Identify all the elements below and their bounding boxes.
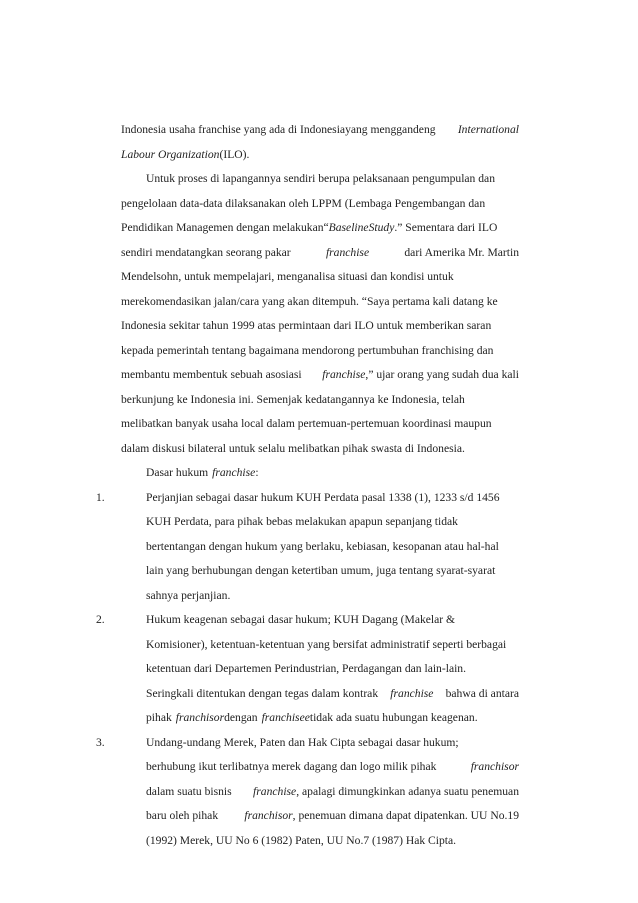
- text: bertentangan dengan hukum yang berlaku, kebiasan, kesopanan atau hal-hal: [146, 539, 499, 553]
- text: Undang-undang Merek, Paten dan Hak Cipta sebagai dasar hukum;: [146, 735, 459, 749]
- list-line: [146, 755, 519, 780]
- para1-line-12: [121, 437, 519, 462]
- text: dalam diskusi bilateral untuk selalu melibatkan pihak swasta di Indonesia.: [121, 441, 465, 455]
- text: merekomendasikan jalan/cara yang akan ditempuh. “Saya pertama kali datang ke: [121, 294, 498, 308]
- text: baru oleh pihak: [146, 809, 219, 822]
- text: :: [255, 466, 259, 479]
- intro-line-1: [121, 118, 519, 143]
- text: pengelolaan data-data dilaksanakan oleh LPPM (Lembaga Pengembangan dan: [121, 196, 486, 210]
- text: (ILO).: [219, 147, 250, 161]
- text: sendiri mendatangkan seorang pakar: [121, 245, 291, 259]
- text: dalam suatu bisnis: [146, 784, 232, 798]
- para1-line-5: [121, 265, 519, 290]
- italic-text: franchisee: [261, 711, 310, 724]
- text: sahnya perjanjian.: [146, 588, 231, 602]
- list-line: [146, 731, 519, 756]
- list-line: [146, 633, 519, 658]
- dasar-hukum-heading: [121, 461, 519, 486]
- text: Komisioner), ketentuan-ketentuan yang bersifat administratif seperti berbagai: [146, 637, 507, 651]
- list-item: [96, 486, 519, 609]
- text: Pendidikan Managemen dengan melakukan“: [121, 221, 329, 234]
- list-line: [146, 559, 519, 584]
- italic-text: franchisor: [244, 809, 293, 822]
- para1-line-1: [121, 167, 519, 192]
- list-line: [146, 682, 519, 707]
- para1-line-8: [121, 339, 519, 364]
- list-item: [96, 731, 519, 854]
- italic-text: franchisor: [175, 711, 225, 724]
- para1-line-11: [121, 412, 519, 437]
- page-content: [96, 118, 519, 853]
- text: Perjanjian sebagai dasar hukum KUH Perdata pasal 1338 (1), 1233 s/d 1456: [146, 490, 500, 504]
- text: lain yang berhubungan dengan ketertiban umum, juga tentang syarat-syarat: [146, 564, 496, 577]
- para1-line-10: [121, 388, 519, 413]
- list-line: [146, 486, 519, 511]
- text: pihak: [146, 711, 172, 724]
- list-number: 1.: [96, 490, 105, 504]
- text: dengan: [224, 711, 258, 724]
- text: Dasar hukum: [146, 466, 209, 479]
- italic-text: International: [457, 123, 519, 136]
- italic-text: franchisor: [470, 760, 519, 773]
- text: Seringkali ditentukan dengan tegas dalam kontrak: [146, 686, 379, 700]
- list-line: [146, 706, 519, 731]
- intro-line-2: [121, 143, 519, 168]
- list-line: [146, 535, 519, 560]
- text: (1992) Merek, UU No 6 (1982) Paten, UU No.7 (1987) Hak Cipta.: [146, 833, 457, 847]
- text: ketentuan dari Departemen Perindustrian, Perdagangan dan lain-lain.: [146, 662, 466, 675]
- para1-line-7: [121, 314, 519, 339]
- list-line: [146, 657, 519, 682]
- text: , penemuan dimana dapat dipatenkan. UU No.19: [292, 809, 519, 822]
- italic-text: franchise: [325, 245, 370, 259]
- list-item: [96, 608, 519, 731]
- italic-text: franchise: [390, 686, 434, 700]
- text: Indonesia usaha franchise yang ada di Indonesiayang menggandeng: [121, 123, 436, 136]
- text: Indonesia sekitar tahun 1999 atas permintaan dari ILO untuk memberikan saran: [121, 319, 492, 332]
- text: berkunjung ke Indonesia ini. Semenjak kedatangannya ke Indonesia, telah: [121, 392, 465, 406]
- list-line: [146, 510, 519, 535]
- list-line: [146, 584, 519, 609]
- text: tidak ada suatu hubungan keagenan.: [309, 711, 478, 724]
- text: ,” ujar orang yang sudah dua kali: [365, 368, 519, 381]
- list-line: [146, 780, 519, 805]
- para1-line-2: [121, 192, 519, 217]
- para1-line-3: [121, 216, 519, 241]
- text: kepada pemerintah tentang bagaimana mendorong pertumbuhan franchising dan: [121, 343, 494, 357]
- text: melibatkan banyak usaha local dalam pertemuan-pertemuan koordinasi maupun: [121, 417, 492, 430]
- italic-text: franchise: [212, 466, 256, 479]
- text: .” Sementara dari ILO: [394, 221, 498, 234]
- text: membantu membentuk sebuah asosiasi: [121, 368, 302, 381]
- para1-line-9: [121, 363, 519, 388]
- list-line: [146, 608, 519, 633]
- list-number: 3.: [96, 735, 105, 749]
- text: , apalagi dimungkinkan adanya suatu penemuan: [296, 784, 519, 798]
- text: Untuk proses di lapangannya sendiri berupa pelaksanaan pengumpulan dan: [146, 172, 495, 185]
- text: Hukum keagenan sebagai dasar hukum; KUH Dagang (Makelar &: [146, 613, 456, 626]
- list-number: 2.: [96, 613, 105, 626]
- italic-text: franchise: [253, 784, 297, 798]
- text: bahwa di antara: [445, 686, 519, 700]
- para1-line-6: [121, 290, 519, 315]
- text: berhubung ikut terlibatnya merek dagang dan logo milik pihak: [146, 760, 437, 773]
- italic-text: BaselineStudy: [328, 221, 395, 234]
- italic-text: franchise: [322, 368, 366, 381]
- para1-line-4: [121, 241, 519, 266]
- text: Mendelsohn, untuk mempelajari, menganalisa situasi dan kondisi untuk: [121, 270, 454, 283]
- list-line: [146, 804, 519, 829]
- italic-text: Labour Organization: [121, 147, 220, 161]
- text: KUH Perdata, para pihak bebas melakukan apapun sepanjang tidak: [146, 515, 458, 528]
- list-line: [146, 829, 519, 854]
- text: dari Amerika Mr. Martin: [404, 245, 519, 259]
